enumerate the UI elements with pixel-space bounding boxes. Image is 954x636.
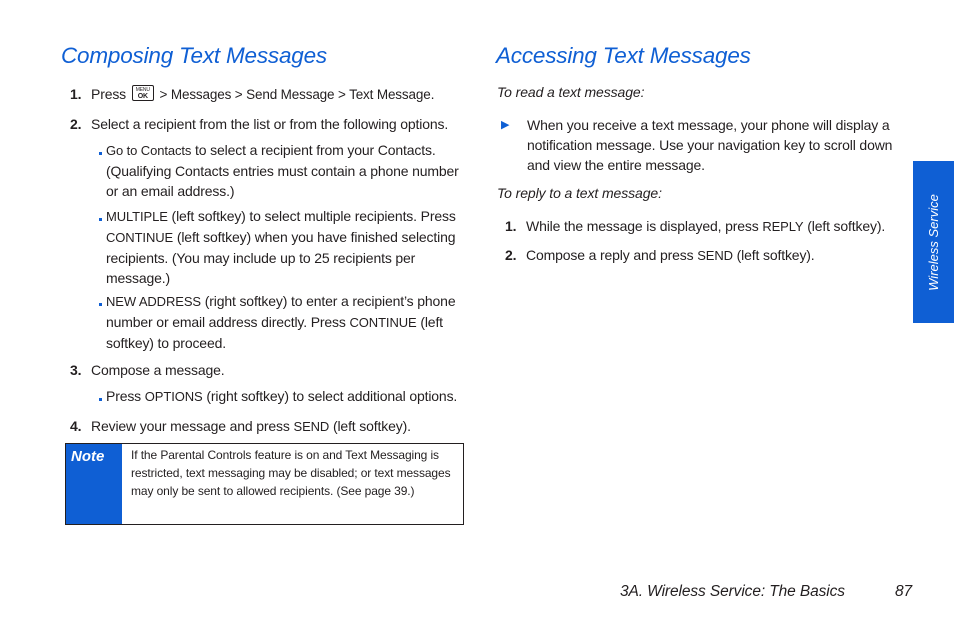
step-number: 4.	[70, 418, 82, 434]
bullet-multiple: MULTIPLE (left softkey) to select multiple recipients. Press CONTINUE (left softkey) when you have finished selecting recipients. (You may include up to 25 recipients per message.)	[99, 206, 468, 288]
note-text: If the Parental Controls feature is on and Text Messaging is restricted, text messaging may be disabled; or text messages may only be sent to allowed recipients. (See page 39.)	[131, 448, 451, 498]
page-number: 87	[895, 583, 913, 600]
bullet-options: Press OPTIONS (right softkey) to select additional options.	[99, 386, 468, 407]
step-1-press: Press	[91, 86, 127, 102]
step-1: 1. Press MENU OK > Messages > Send Message > Text Message.	[62, 84, 472, 105]
bullet-square-icon	[99, 398, 102, 401]
read-text: When you receive a text message, your phone will display a notification message. Use your navigation key to scroll down and view the entire message.	[527, 117, 893, 173]
step-number: 1.	[505, 218, 517, 234]
step-2-text: Select a recipient from the list or from the following options.	[91, 116, 449, 132]
step-1-menu-path: > Messages > Send Message > Text Message	[159, 87, 431, 102]
step-3	[62, 360, 472, 380]
bullet-go-to-contacts: Go to Contacts to select a recipient from your Contacts. (Qualifying Contacts entries must contain a phone number or an email address.)	[99, 140, 468, 201]
step-number: 1.	[70, 86, 82, 102]
bullet-square-icon	[99, 303, 102, 306]
note-label: Note	[66, 444, 122, 524]
step-number: 2.	[70, 116, 82, 132]
footer-section-title: 3A. Wireless Service: The Basics	[620, 583, 845, 600]
note-box	[65, 443, 464, 525]
menu-ok-key-icon: MENU OK	[132, 85, 154, 101]
reply-step-1: 1. While the message is displayed, press REPLY (left softkey).	[497, 216, 907, 237]
step-number: 3.	[70, 362, 82, 378]
triangle-bullet-icon: ▶	[501, 119, 510, 131]
step-number: 2.	[505, 247, 517, 263]
reply-step-2: 2. Compose a reply and press SEND (left softkey).	[497, 245, 907, 266]
step-2	[62, 114, 472, 134]
accessing-heading: Accessing Text Messages	[496, 43, 751, 68]
read-subheading: To read a text message:	[497, 84, 645, 100]
bullet-new-address: NEW ADDRESS (right softkey) to enter a recipient’s phone number or email address directly. Press CONTINUE (left softkey) to proceed.	[99, 291, 468, 353]
read-instruction	[497, 115, 907, 175]
section-side-tab	[913, 161, 954, 323]
bullet-square-icon	[99, 218, 102, 221]
reply-subheading: To reply to a text message:	[497, 185, 662, 201]
composing-heading: Composing Text Messages	[61, 43, 327, 68]
step-4: 4. Review your message and press SEND (left softkey).	[62, 416, 472, 437]
bullet-square-icon	[99, 152, 102, 155]
step-3-text: Compose a message.	[91, 362, 225, 378]
side-tab-label: Wireless Service	[926, 193, 941, 291]
